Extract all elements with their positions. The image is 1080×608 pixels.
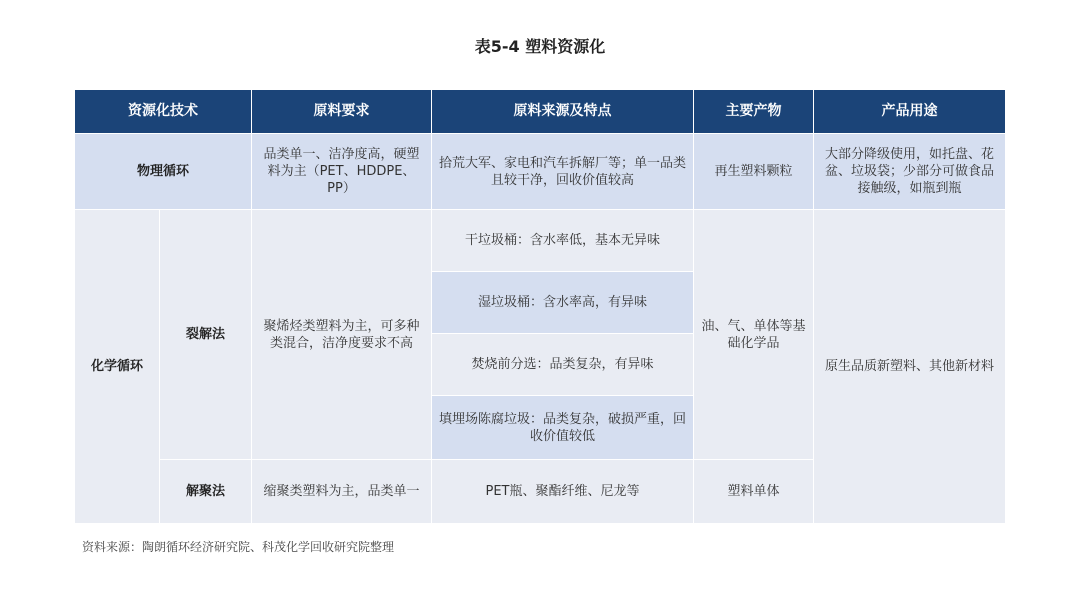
physical-product: 再生塑料颗粒 <box>694 134 814 210</box>
depoly-product: 塑料单体 <box>694 460 814 524</box>
physical-requirement: 品类单一、洁净度高，硬塑料为主（PET、HDDPE、PP） <box>252 134 432 210</box>
cracking-source-3: 焚烧前分选：品类复杂，有异味 <box>432 334 694 396</box>
cracking-source-4: 填埋场陈腐垃圾：品类复杂，破损严重，回收价值较低 <box>432 396 694 460</box>
cracking-requirement: 聚烯烃类塑料为主，可多种类混合，洁净度要求不高 <box>252 210 432 460</box>
depoly-requirement: 缩聚类塑料为主，品类单一 <box>252 460 432 524</box>
cracking-source-1: 干垃圾桶：含水率低，基本无异味 <box>432 210 694 272</box>
physical-usage: 大部分降级使用，如托盘、花盆、垃圾袋；少部分可做食品接触级，如瓶到瓶 <box>814 134 1006 210</box>
physical-source: 拾荒大军、家电和汽车拆解厂等；单一品类且较干净，回收价值较高 <box>432 134 694 210</box>
depoly-source: PET瓶、聚酯纤维、尼龙等 <box>432 460 694 524</box>
header-row <box>75 90 1006 134</box>
chemical-usage: 原生品质新塑料、其他新材料 <box>814 210 1006 524</box>
header-source: 原料来源及特点 <box>432 90 694 134</box>
header-product: 主要产物 <box>694 90 814 134</box>
header-requirement: 原料要求 <box>252 90 432 134</box>
cracking-method: 裂解法 <box>160 210 252 460</box>
plastic-recycling-table <box>75 90 1006 524</box>
source-note: 资料来源：陶朗循环经济研究院、科茂化学回收研究院整理 <box>82 540 395 554</box>
depoly-method: 解聚法 <box>160 460 252 524</box>
chemical-tech: 化学循环 <box>75 210 160 524</box>
header-usage: 产品用途 <box>814 90 1006 134</box>
header-tech: 资源化技术 <box>75 90 252 134</box>
physical-tech: 物理循环 <box>75 134 252 210</box>
cracking-source-2: 湿垃圾桶：含水率高，有异味 <box>432 272 694 334</box>
table-row <box>75 134 1006 210</box>
table-title: 表5-4 塑料资源化 <box>474 37 606 56</box>
cracking-product: 油、气、单体等基础化学品 <box>694 210 814 460</box>
table-row <box>75 210 1006 272</box>
